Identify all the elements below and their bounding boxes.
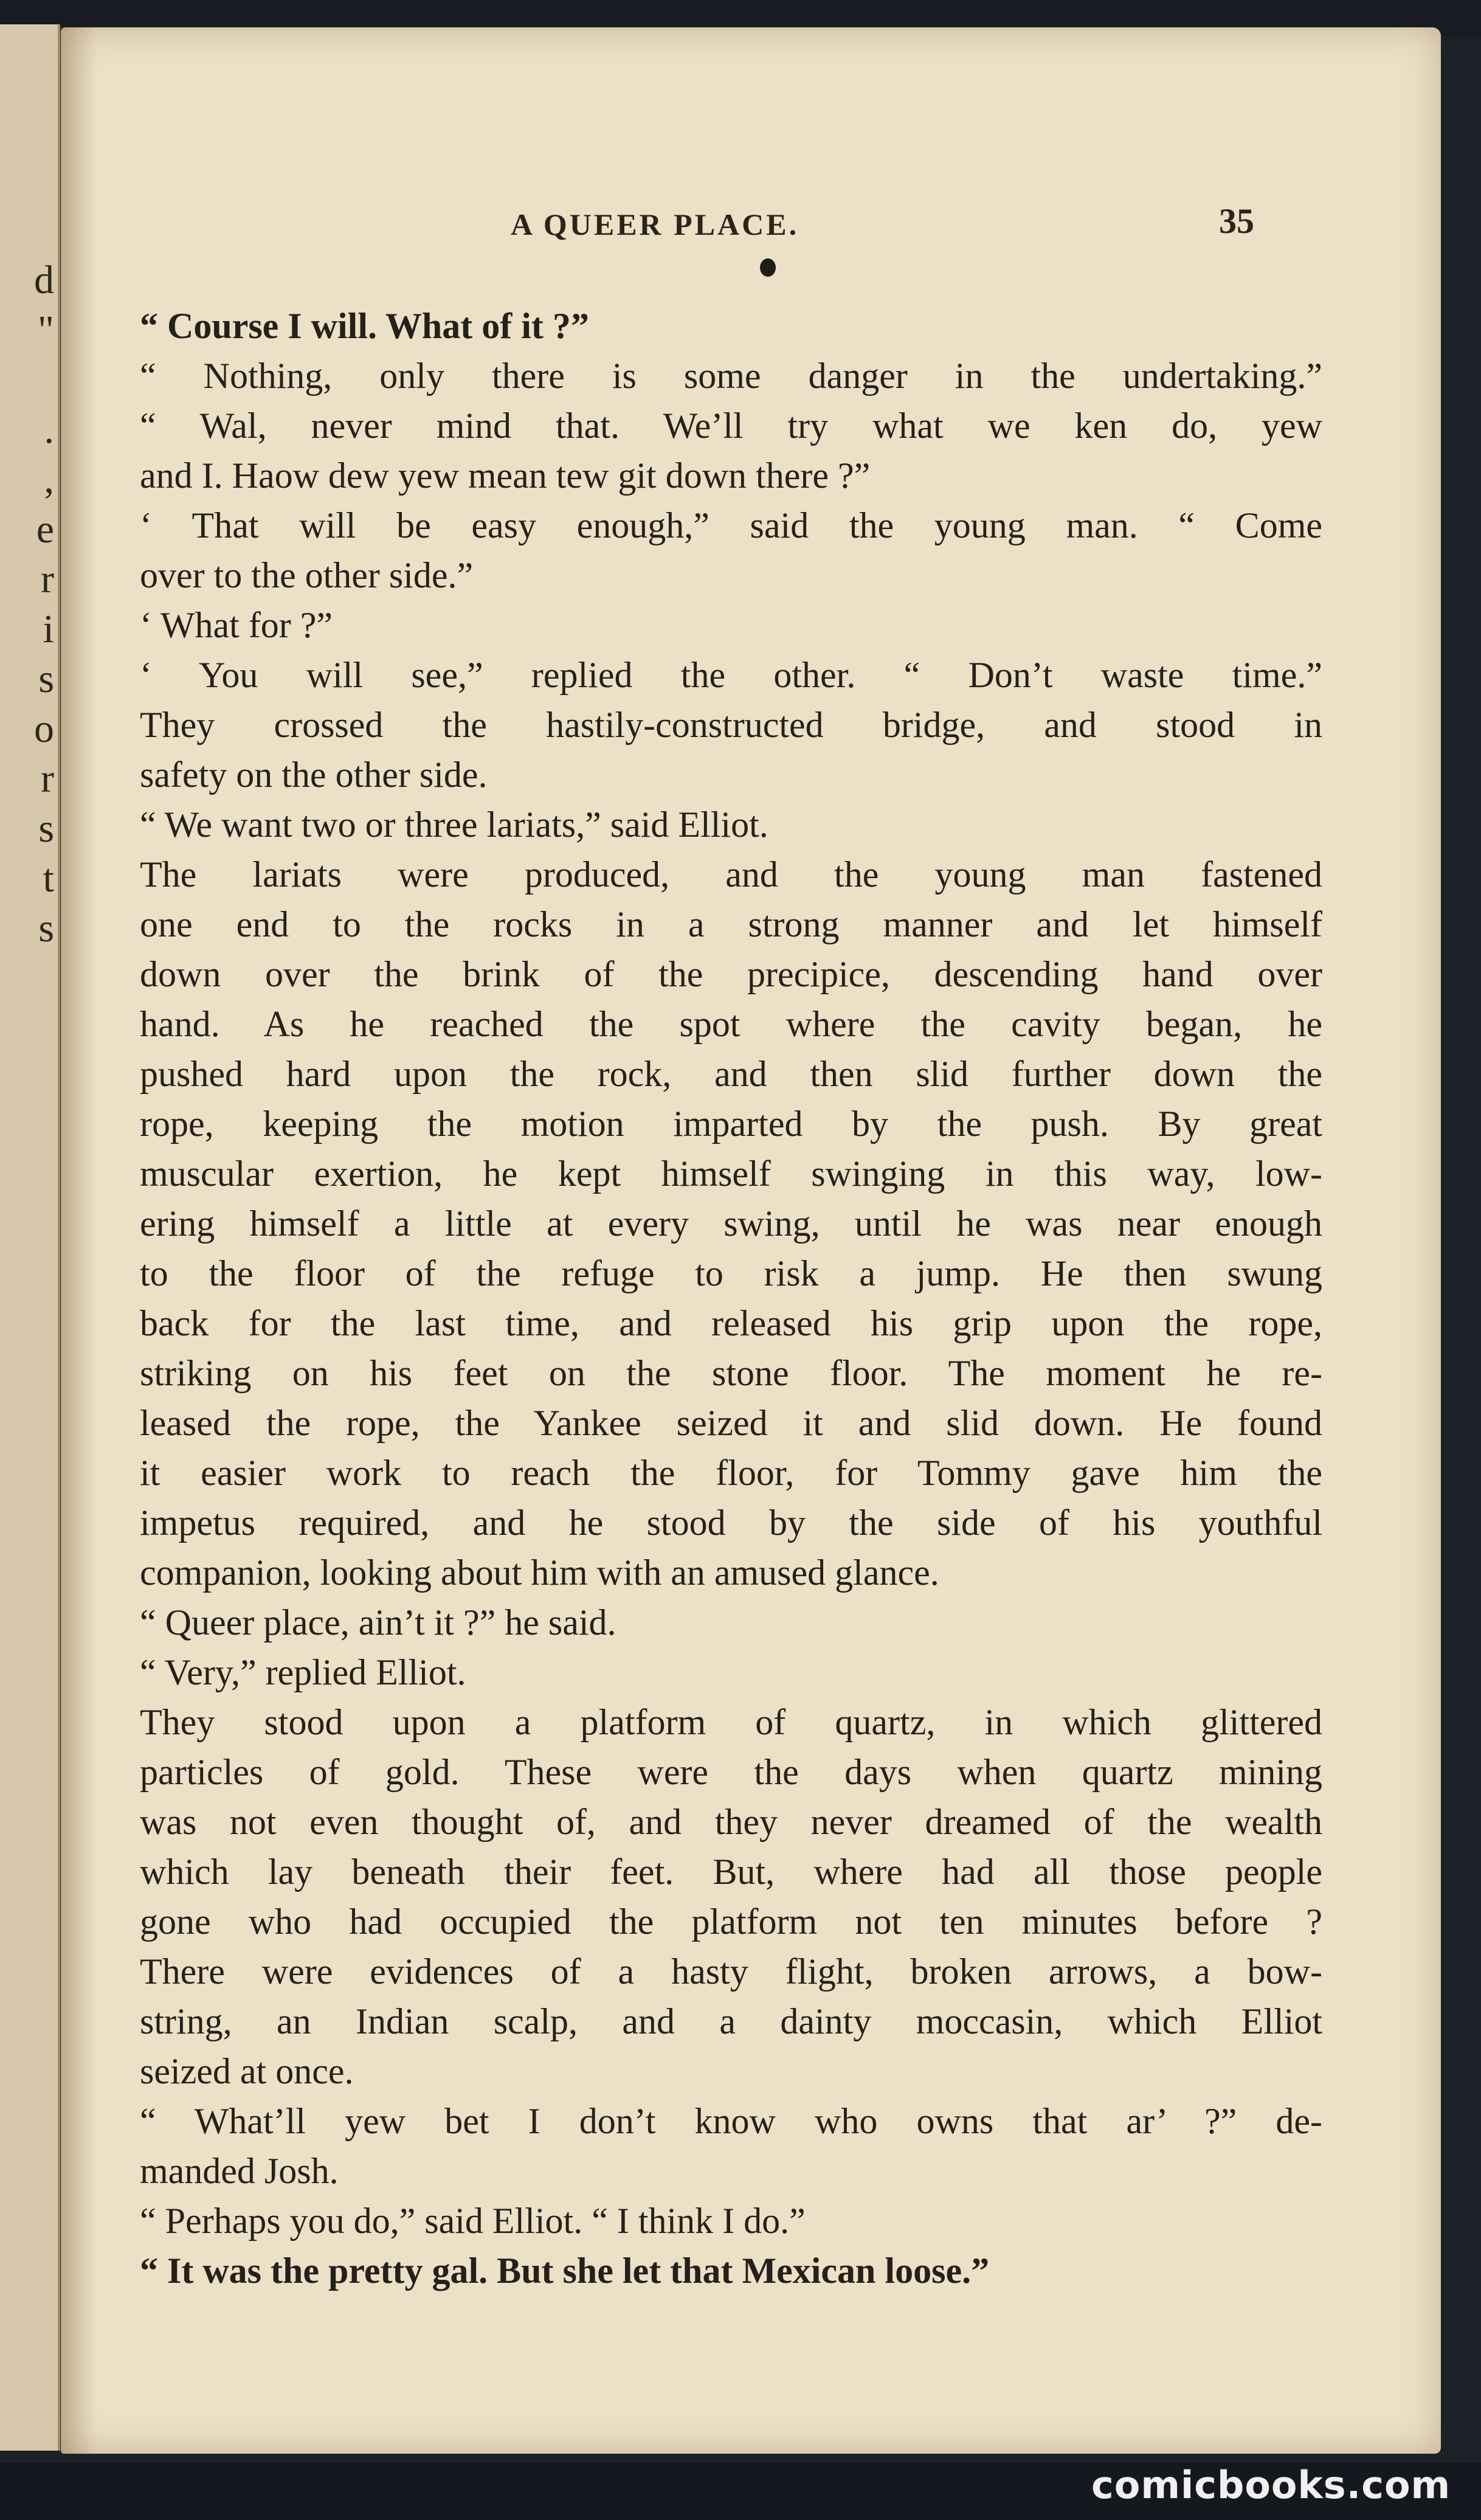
text-line: and I. Haow dew yew mean tew git down there ?” — [140, 455, 871, 496]
text-line: They stood upon a platform of quartz, in which glittered — [140, 1702, 1322, 1742]
text-line: gone who had occupied the platform not ten minutes before ? — [140, 1902, 1322, 1942]
text-line: string, an Indian scalp, and a dainty moccasin, which Elliot — [140, 2001, 1322, 2041]
facing-page-fragment — [0, 1352, 58, 1402]
facing-page-fragment — [0, 2051, 58, 2100]
text-line: was not even thought of, and they never dreamed of the wealth — [140, 1802, 1322, 1842]
text-line: “ Queer place, ain’t it ?” he said. — [140, 1602, 616, 1642]
facing-page-fragment — [0, 2400, 58, 2449]
facing-page-fragment: r — [41, 756, 54, 801]
facing-page-fragment: i — [43, 607, 54, 651]
text-line: ‘ What for ?” — [140, 605, 333, 645]
facing-page-fragment: , — [44, 457, 54, 502]
facing-page-fragment — [0, 1253, 58, 1303]
facing-page-fragment: s — [38, 806, 54, 851]
text-line: “ What’ll yew bet I don’t know who owns that ar’ ?” de- — [140, 2101, 1322, 2141]
facing-page-fragment — [0, 2250, 58, 2300]
text-line: ‘ That will be easy enough,” said the young man. “ Come — [140, 505, 1322, 545]
text-line: hand. As he reached the spot where the cavity began, he — [140, 1004, 1322, 1044]
text-line: one end to the rocks in a strong manner and let himself — [140, 904, 1322, 944]
page-number: 35 — [1219, 201, 1254, 241]
facing-page-fragment: r — [41, 557, 54, 601]
text-line: companion, looking about him with an amused glance. — [140, 1552, 939, 1593]
facing-page-fragment — [0, 1851, 58, 1901]
text-line: striking on his feet on the stone floor. The moment he re- — [140, 1353, 1322, 1393]
facing-page-fragment — [0, 1402, 58, 1452]
watermark: comicbooks.com — [1091, 2463, 1451, 2507]
text-line: over to the other side.” — [140, 555, 474, 595]
facing-page-fragment — [0, 2200, 58, 2250]
facing-page-fragment — [0, 1203, 58, 1253]
text-line: They crossed the hastily-constructed bridge, and stood in — [140, 705, 1322, 745]
text-line: down over the brink of the precipice, descending hand over — [140, 954, 1322, 994]
ink-blot — [760, 258, 776, 277]
facing-page-fragment — [0, 2001, 58, 2051]
facing-page-fragment — [0, 1901, 58, 1951]
running-head: A QUEER PLACE. — [511, 207, 799, 241]
facing-page-fragment — [0, 2449, 58, 2451]
text-line: “ Very,” replied Elliot. — [140, 1652, 466, 1692]
facing-page-fragment — [0, 1552, 58, 1602]
facing-page-fragment — [0, 1801, 58, 1851]
facing-page-fragment: " — [38, 308, 54, 352]
facing-page-fragment — [0, 1452, 58, 1502]
facing-page-fragment: . — [44, 407, 54, 452]
text-line: ering himself a little at every swing, until he was near enough — [140, 1203, 1322, 1244]
facing-page-fragment: o — [34, 707, 54, 751]
facing-page-fragment — [0, 1951, 58, 2001]
facing-page-fragment: s — [38, 906, 54, 950]
facing-page-fragment — [0, 1303, 58, 1352]
facing-page-fragment — [0, 1153, 58, 1203]
text-line: leased the rope, the Yankee seized it and slid down. He found — [140, 1403, 1322, 1443]
gutter-shadow — [61, 27, 97, 2454]
facing-page-fragment: e — [36, 507, 54, 552]
body-text — [140, 301, 1322, 2296]
text-line: “ Wal, never mind that. We’ll try what we ken do, yew — [140, 406, 1322, 446]
facing-page-fragment — [0, 1652, 58, 1701]
text-line: safety on the other side. — [140, 755, 488, 795]
facing-page-fragment — [0, 1053, 58, 1103]
facing-page-fragment — [0, 2150, 58, 2200]
text-line: particles of gold. These were the days when quartz mining — [140, 1752, 1322, 1792]
facing-page-fragment — [0, 355, 58, 405]
text-line: There were evidences of a hasty flight, broken arrows, a bow- — [140, 1951, 1322, 1992]
facing-page-fragment: s — [38, 657, 54, 701]
text-line: it easier work to reach the floor, for Tommy gave him the — [140, 1453, 1322, 1493]
facing-page-fragment — [0, 1701, 58, 1751]
text-line: back for the last time, and released his grip upon the rope, — [140, 1303, 1322, 1343]
text-line: manded Josh. — [140, 2151, 339, 2191]
facing-page-edge — [0, 24, 60, 2451]
text-line: muscular exertion, he kept himself swinging in this way, low- — [140, 1154, 1322, 1194]
text-line: seized at once. — [140, 2051, 354, 2091]
text-line: “ Perhaps you do,” said Elliot. “ I think I do.” — [140, 2201, 806, 2241]
facing-page-fragment — [0, 1602, 58, 1652]
text-line: “ Nothing, only there is some danger in the undertaking.” — [140, 356, 1322, 396]
text-line: “ Course I will. What of it ?” — [140, 306, 589, 346]
text-line: impetus required, and he stood by the side of his youthful — [140, 1503, 1322, 1543]
facing-page-fragment — [0, 2350, 58, 2400]
facing-page-fragment — [0, 1751, 58, 1801]
text-line: “ It was the pretty gal. But she let that Mexican loose.” — [140, 2251, 990, 2291]
facing-page-text-fragments — [0, 255, 58, 2451]
facing-page-fragment — [0, 1103, 58, 1153]
facing-page-fragment — [0, 2100, 58, 2150]
text-line: which lay beneath their feet. But, where had all those people — [140, 1852, 1322, 1892]
facing-page-fragment — [0, 2300, 58, 2350]
text-line: “ We want two or three lariats,” said Elliot. — [140, 805, 768, 845]
text-line: ‘ You will see,” replied the other. “ Don’t waste time.” — [140, 655, 1322, 695]
text-line: pushed hard upon the rock, and then slid further down the — [140, 1054, 1322, 1094]
facing-page-fragment — [0, 1502, 58, 1552]
facing-page-fragment — [0, 1003, 58, 1053]
facing-page-fragment: d — [34, 258, 54, 302]
text-line: The lariats were produced, and the young man fastened — [140, 854, 1322, 895]
book-page — [61, 27, 1441, 2454]
text-line: to the floor of the refuge to risk a jump. He then swung — [140, 1253, 1322, 1293]
text-line: rope, keeping the motion imparted by the push. By great — [140, 1104, 1322, 1144]
facing-page-fragment: t — [43, 856, 54, 901]
facing-page-fragment — [0, 954, 58, 1003]
